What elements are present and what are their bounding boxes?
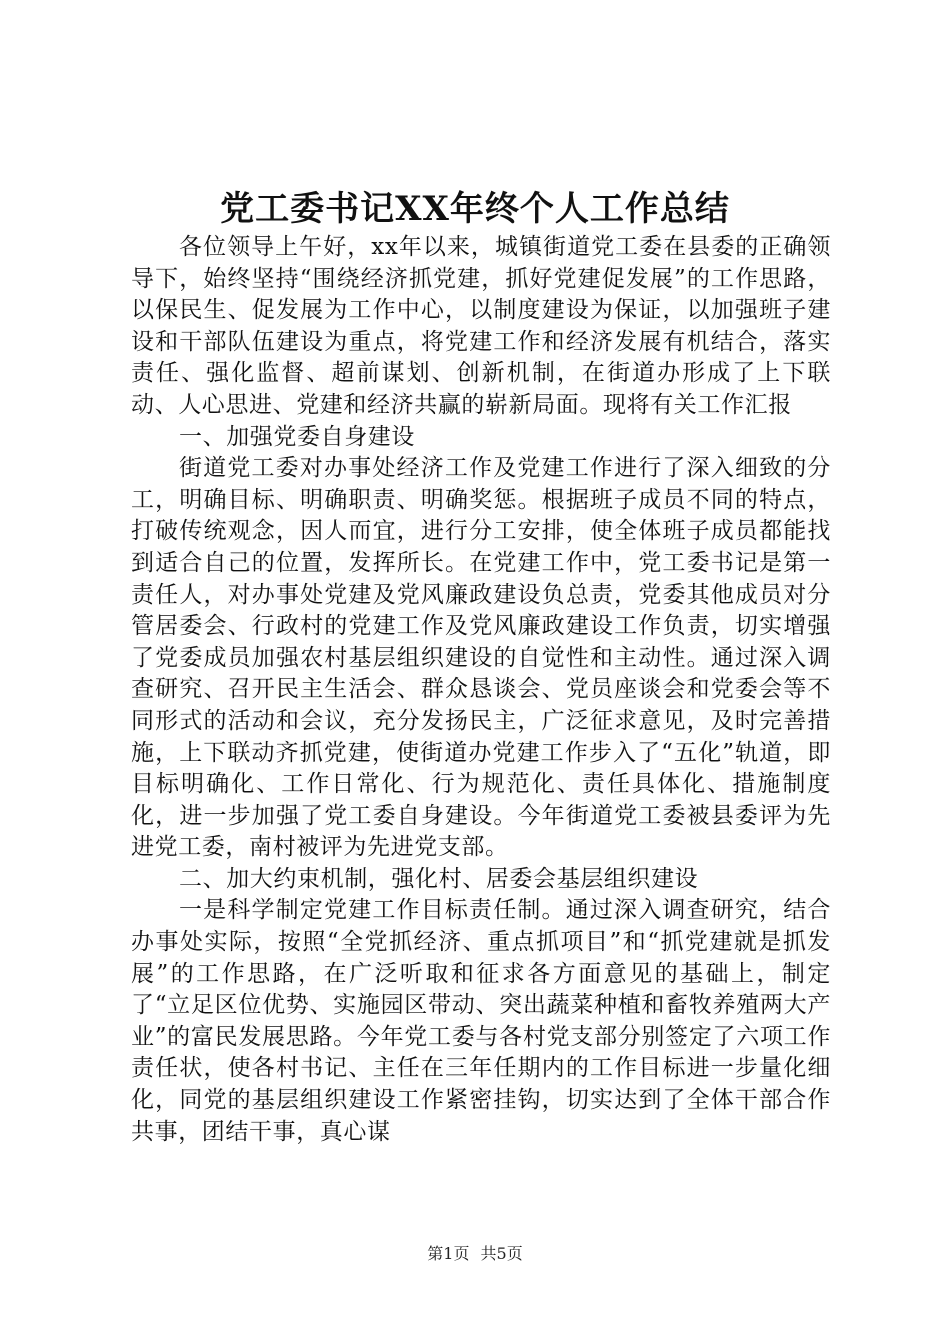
page-total: 共5页	[480, 1244, 523, 1263]
document-title: 党工委书记XX年终个人工作总结	[220, 189, 730, 229]
section-heading-2: 二、加大约束机制，强化村、居委会基层组织建设	[179, 865, 699, 892]
paragraph-intro: 各位领导上午好，xx年以来，城镇街道党工委在县委的正确领导下，始终坚持“围绕经济抓党建，抓好党建促发展”的工作思路，以保民生、促发展为工作中心，以制度建设为保证，以加强班子建设和干部队伍建设为重点，将党建工作和经济发展有机结合，落实责任、强化监督、超前谋划、创新机制，在街道办形成了上下联动、人心思进、党建和经济共赢的崭新局面。现将有关工作汇报	[131, 234, 831, 418]
page-footer	[0, 1243, 950, 1265]
page-number: 第1页	[427, 1244, 470, 1263]
paragraph-section-1: 街道党工委对办事处经济工作及党建工作进行了深入细致的分工，明确目标、明确职责、明确奖惩。根据班子成员不同的特点，打破传统观念，因人而宜，进行分工安排，使全体班子成员都能找到适合自己的位置，发挥所长。在党建工作中，党工委书记是第一责任人，对办事处党建及党风廉政建设负总责，党委其他成员对分管居委会、行政村的党建工作及党风廉政建设工作负责，切实增强了党委成员加强农村基层组织建设的自觉性和主动性。通过深入调查研究、召开民主生活会、群众恳谈会、党员座谈会和党委会等不同形式的活动和会议，充分发扬民主，广泛征求意见，及时完善措施，上下联动齐抓党建，使街道办党建工作步入了“五化”轨道，即目标明确化、工作日常化、行为规范化、责任具体化、措施制度化，进一步加强了党工委自身建设。今年街道党工委被县委评为先进党工委，南村被评为先进党支部。	[131, 455, 831, 861]
paragraph-section-2: 一是科学制定党建工作目标责任制。通过深入调查研究，结合办事处实际，按照“全党抓经济、重点抓项目”和“抓党建就是抓发展”的工作思路，在广泛听取和征求各方面意见的基础上，制定了“立足区位优势、实施园区带动、突出蔬菜种植和畜牧养殖两大产业”的富民发展思路。今年党工委与各村党支部分别签定了六项工作责任状，使各村书记、主任在三年任期内的工作目标进一步量化细化，同党的基层组织建设工作紧密挂钩，切实达到了全体干部合作共事，团结干事，真心谋	[131, 897, 831, 1145]
document-body	[131, 232, 831, 1148]
section-heading-1: 一、加强党委自身建设	[179, 423, 415, 450]
